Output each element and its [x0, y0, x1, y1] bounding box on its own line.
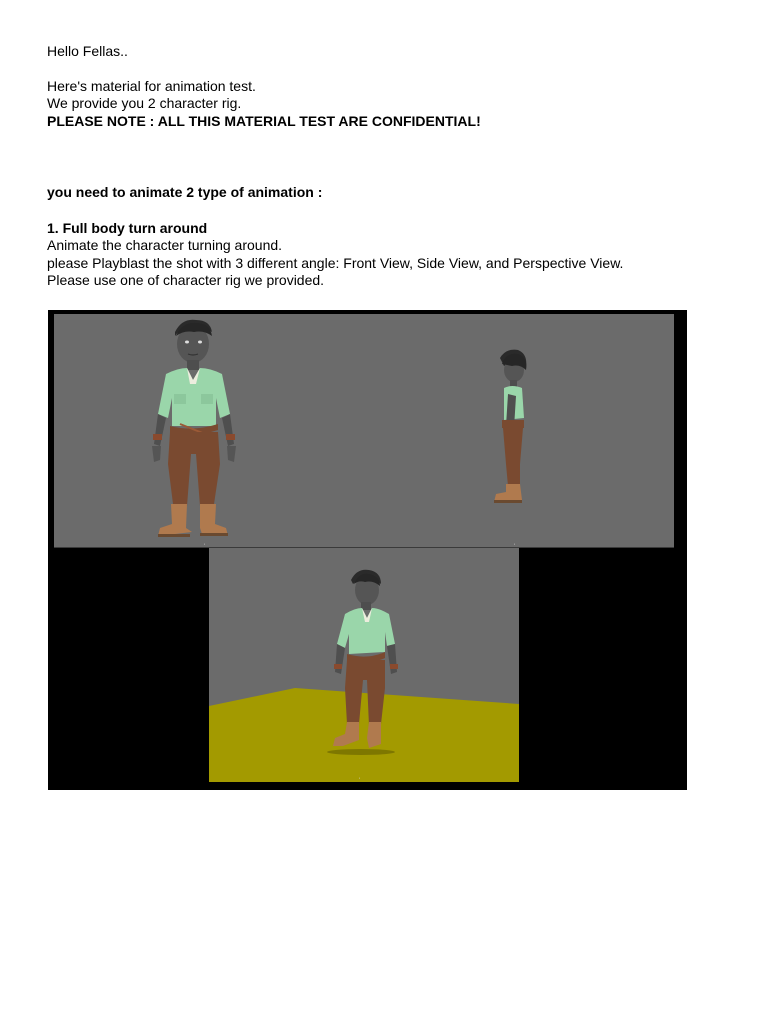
front-side-viewport	[54, 314, 674, 548]
perspective-view-illustration	[209, 548, 519, 782]
front-side-views-illustration	[54, 314, 674, 548]
section-1-title: 1. Full body turn around	[47, 220, 208, 236]
ground-plane	[209, 688, 519, 782]
side-view-character	[494, 350, 526, 503]
confidential-note: PLEASE NOTE : ALL THIS MATERIAL TEST ARE CONFIDENTIAL!	[47, 113, 481, 129]
greeting: Hello Fellas..	[47, 43, 128, 59]
intro-line-2: We provide you 2 character rig.	[47, 95, 242, 111]
task-heading: you need to animate 2 type of animation :	[47, 184, 323, 200]
front-view-character	[152, 320, 236, 537]
playblast-figure	[48, 310, 687, 790]
section-1-line-3: Please use one of character rig we provided.	[47, 272, 325, 288]
front-view-hud-label: ▪	[204, 542, 206, 546]
side-view-hud-label: ▪	[514, 542, 516, 546]
section-1-line-2: please Playblast the shot with 3 different angle: Front View, Side View, and Perspective View.	[47, 255, 624, 271]
intro-line-1: Here's material for animation test.	[47, 78, 256, 94]
perspective-viewport	[209, 548, 519, 782]
perspective-view-hud-label: ▪	[359, 776, 361, 780]
section-1-line-1: Animate the character turning around.	[47, 237, 283, 253]
